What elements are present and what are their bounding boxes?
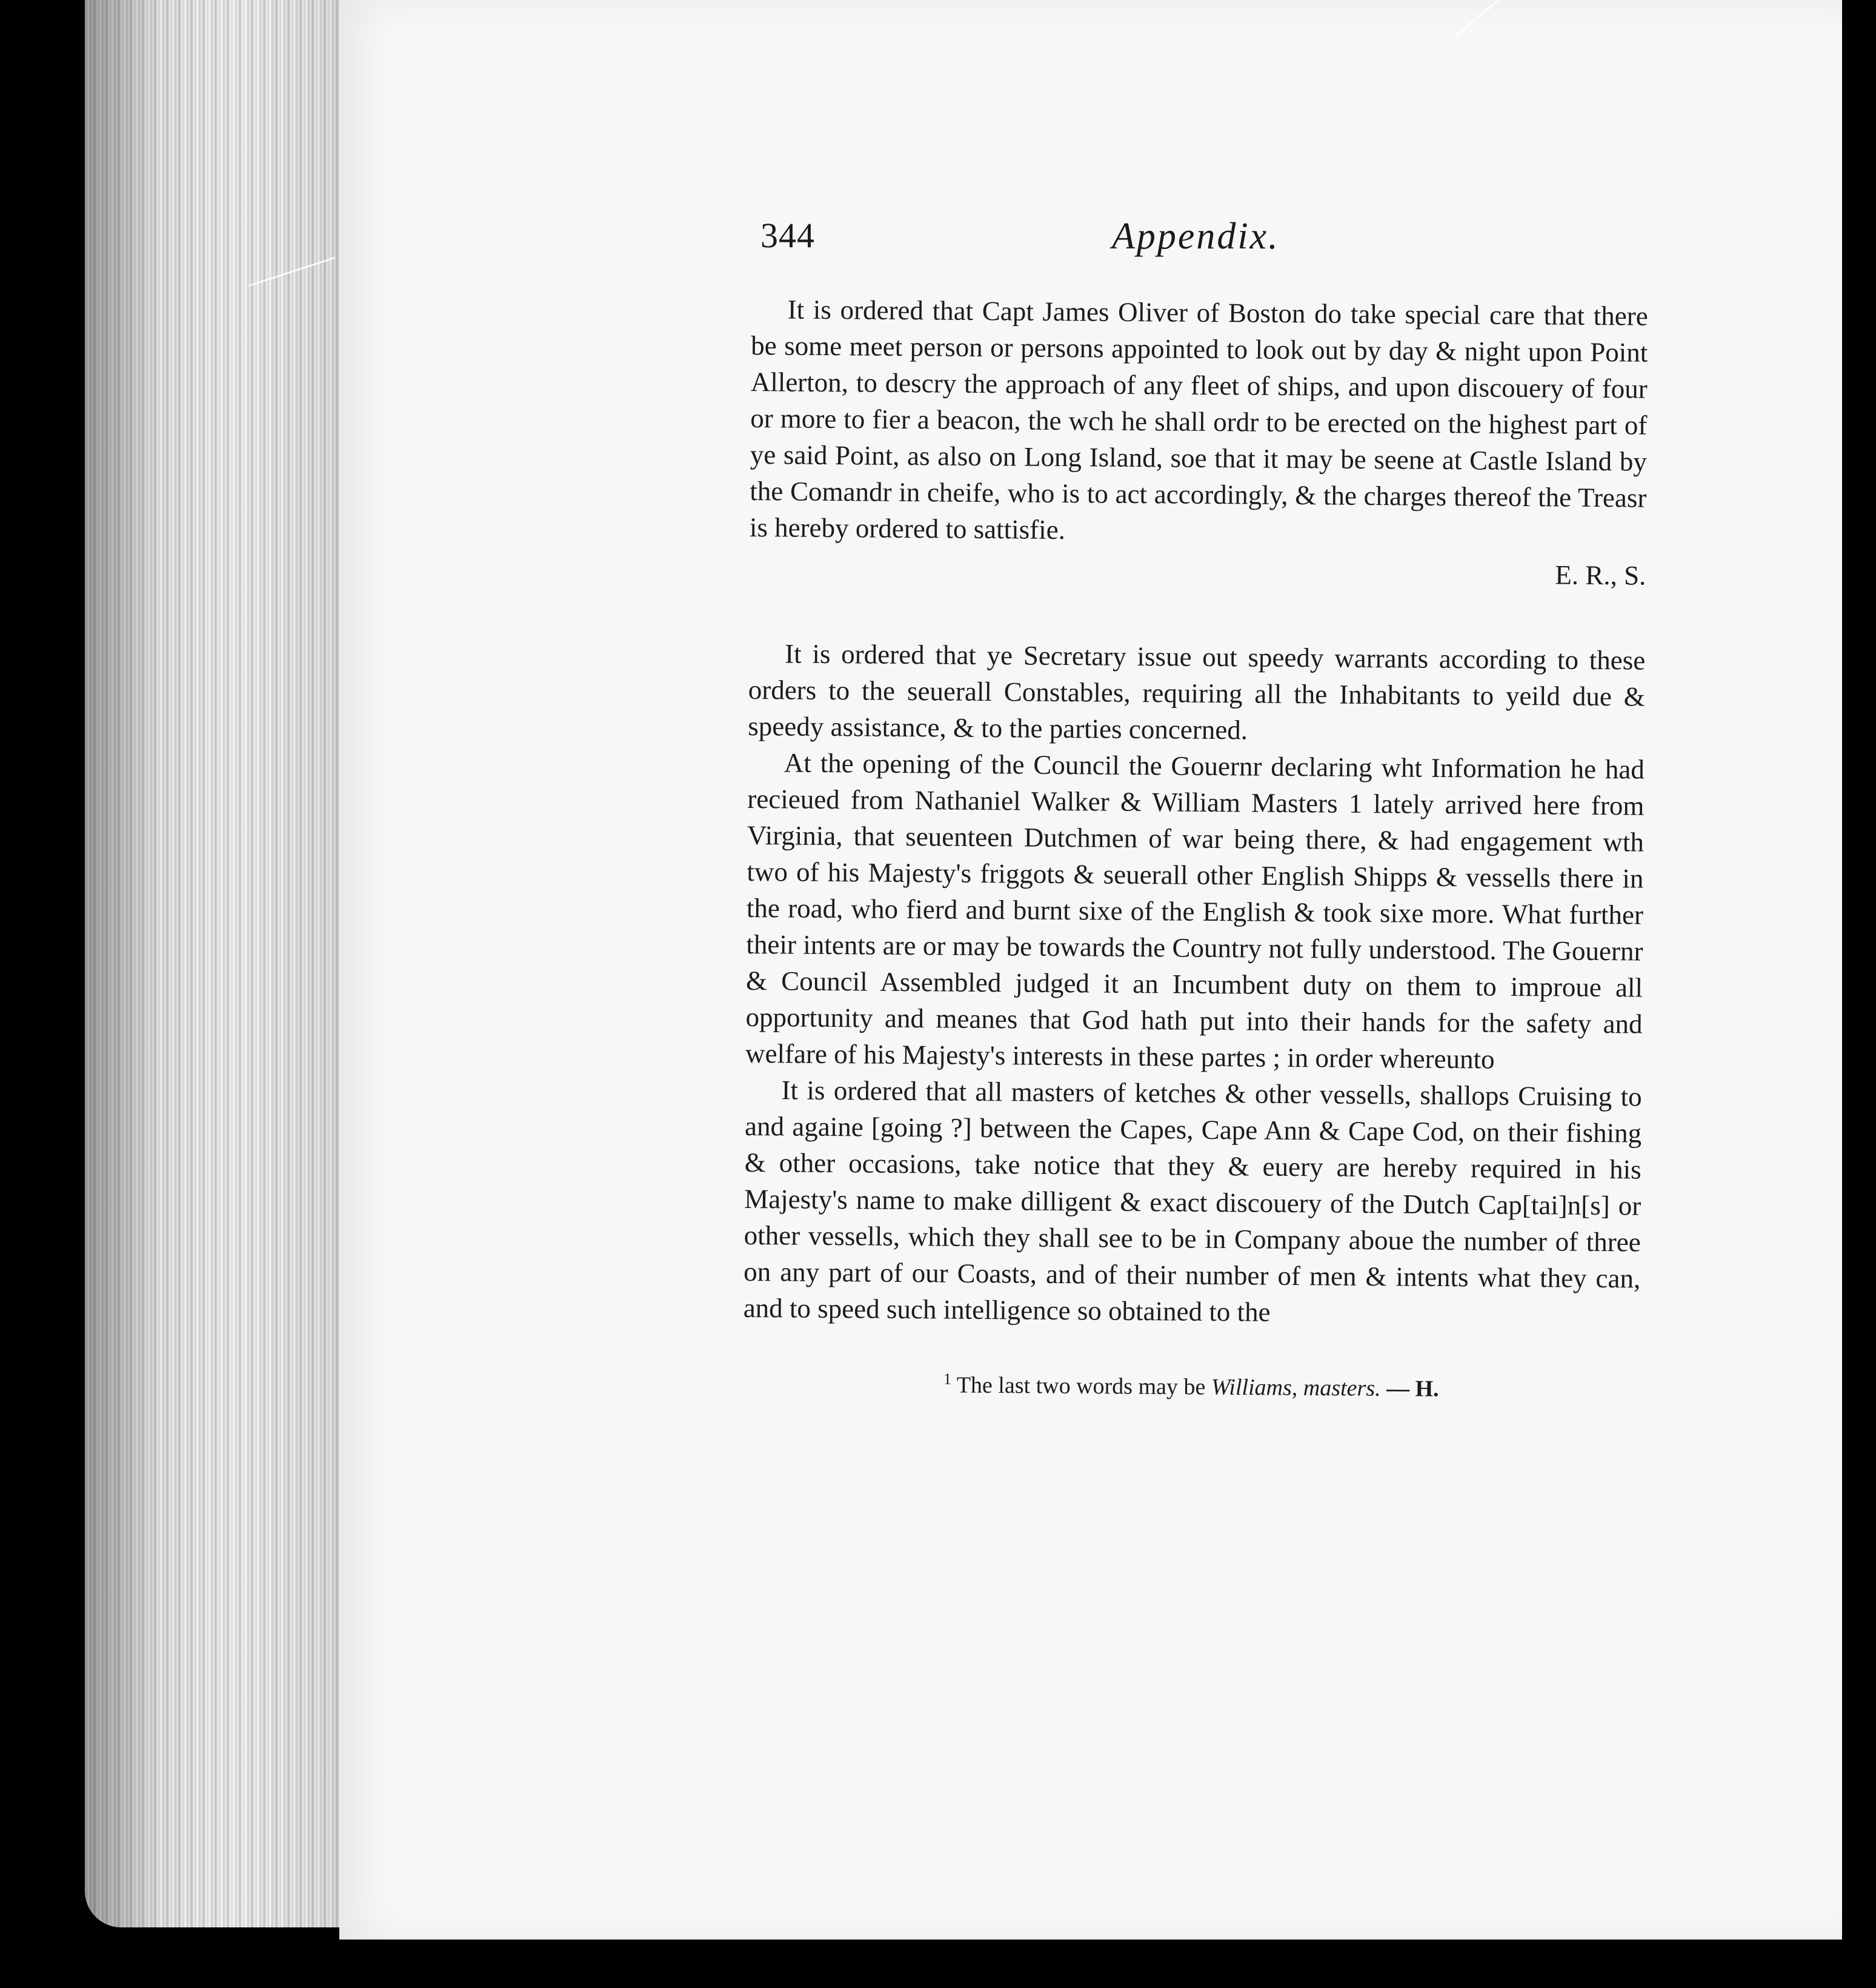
signature: E. R., S. xyxy=(1555,559,1646,591)
footnote-italic: Williams, masters. xyxy=(1211,1374,1381,1401)
book-page-edges xyxy=(85,0,339,1927)
paragraph: It is ordered that ye Secretary issue out speedy warrants according to these orders to the seuerall Constables, requiring all the Inhabitants to yeild due & speedy assistance, & to the parties concerned. xyxy=(748,638,1646,746)
footnote-marker: 1 xyxy=(943,1370,952,1388)
running-title: Appendix. xyxy=(1112,216,1280,257)
footnote-suffix: — H. xyxy=(1386,1375,1439,1402)
bottom-edge-shadow xyxy=(0,1940,1876,1988)
right-edge-shadow xyxy=(1842,0,1876,1988)
body-text xyxy=(743,291,1648,1406)
paragraph: It is ordered that Capt James Oliver of Boston do take special care that there be some meet person or persons appointed to look out by day & night upon Point Allerton, to descry the approach of any fleet of ships, and upon discouery of four or more to fier a beacon, the wch he shall ordr to be erected on the highest part of ye said Point, as also on Long Island, soe that it may be seene at Castle Island by the Comandr in cheife, who is to act accordingly, & the charges thereof the Treasr is hereby ordered to sattisfie. xyxy=(749,294,1648,545)
page-header xyxy=(760,215,1639,282)
page-number: 344 xyxy=(760,216,815,255)
paragraph: At the opening of the Council the Gouernr declaring wht Information he had recieued from Nathaniel Walker & William Masters 1 lately arrived here from Virginia, that seuenteen Dutchmen of war being there, & had engagement wth two of his Majesty's friggots & seuerall other English Shipps & vessells there in the road, who fierd and burnt sixe of the English & took sixe more. What further their intents are or may be towards the Country not fully understood. The Gouernr & Council Assembled judged it an Incumbent duty on them to improue all opportunity and meanes that God hath put into their hands for the safety and welfare of his Majesty's interests in these partes ; in order whereunto xyxy=(745,747,1645,1075)
paragraph: It is ordered that all masters of ketches & other vessells, shallops Cruising to and againe [going ?] between the Capes, Cape Ann & Cape Cod, on their fishing & other occasions, take notice that they & euery are hereby required in his Majesty's name to make dilligent & exact discouery of the Dutch Cap[tai]n[s] or other vessells, which they shall see to be in Company aboue the number of three on any part of our Coasts, and of their number of men & intents what they can, and to speed such intelligence so obtained to the xyxy=(743,1075,1642,1327)
footnote-text: The last two words may be xyxy=(956,1372,1206,1400)
footnote xyxy=(743,1363,1640,1406)
